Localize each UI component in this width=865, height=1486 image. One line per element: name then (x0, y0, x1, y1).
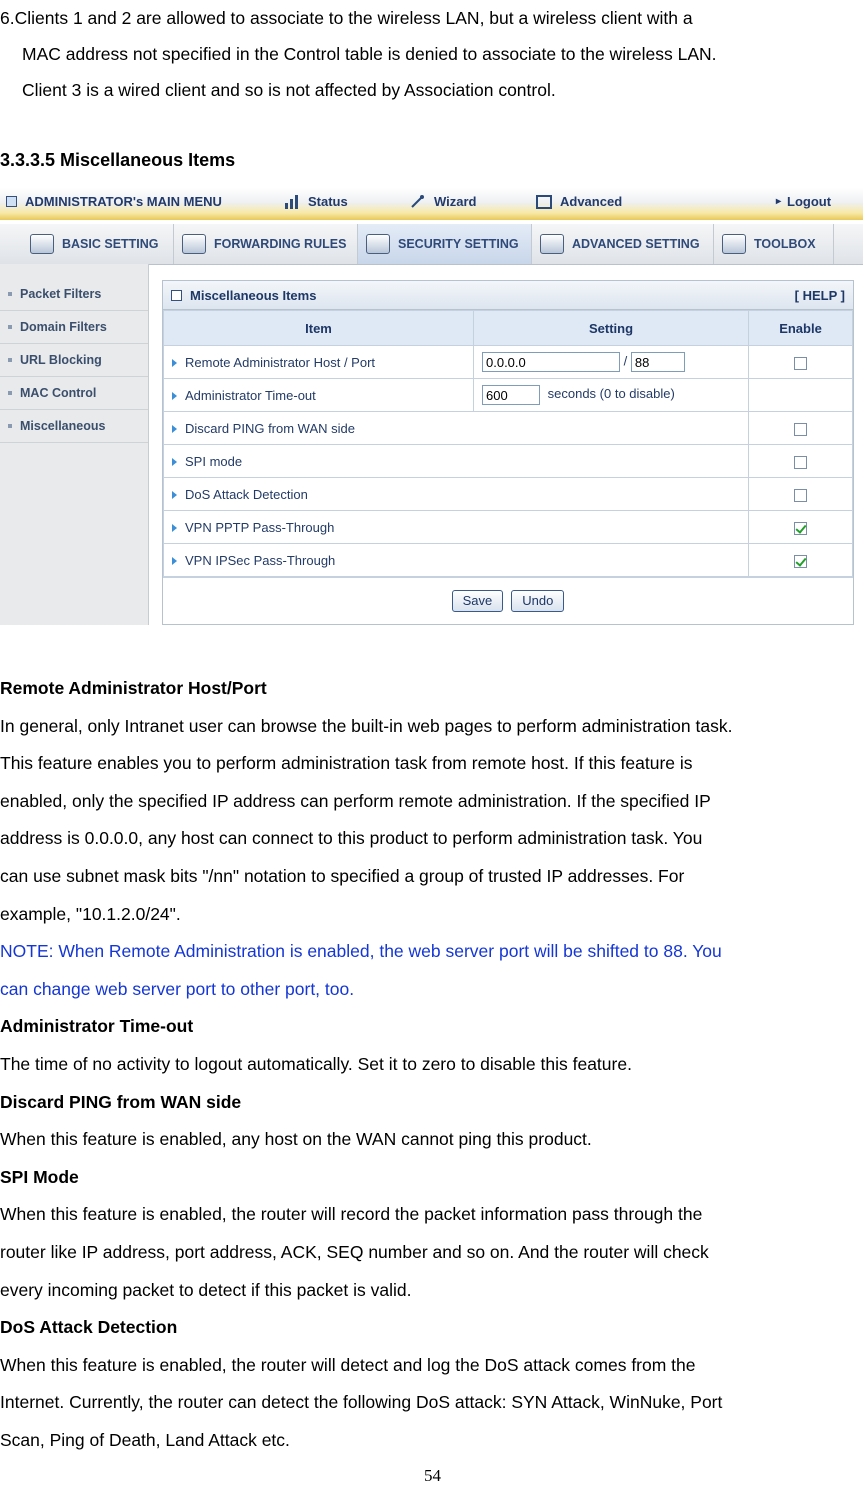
table-row (164, 445, 853, 478)
tab-label: FORWARDING RULES (214, 237, 347, 251)
body-text (0, 670, 860, 1459)
sidebar-item-miscellaneous[interactable] (0, 410, 148, 443)
pptp-passthrough-checkbox[interactable] (794, 522, 807, 535)
row-label: VPN PPTP Pass-Through (185, 519, 335, 535)
wizard-icon (410, 195, 426, 209)
sidebar-item-label: Packet Filters (20, 287, 102, 301)
row-label: VPN IPSec Pass-Through (185, 552, 336, 568)
advanced-label: Advanced (560, 194, 623, 209)
row-label: Administrator Time-out (185, 387, 316, 403)
tab-label: TOOLBOX (754, 237, 816, 251)
tab-security-setting[interactable] (358, 224, 532, 264)
wizard-link[interactable] (410, 194, 477, 209)
table-row (164, 379, 853, 412)
panel-title: Miscellaneous Items (190, 287, 317, 303)
tab-toolbox[interactable] (714, 224, 834, 264)
remote-admin-line-3: enabled, only the specified IP address can perform remote administration. If the specified IP (0, 790, 711, 811)
header-item: Item (164, 311, 474, 346)
arrow-right-icon (172, 392, 177, 400)
status-link[interactable] (284, 194, 348, 209)
arrow-right-icon (172, 524, 177, 532)
timeout-text: The time of no activity to logout automatically. Set it to zero to disable this feature. (0, 1053, 632, 1074)
undo-button[interactable]: Undo (511, 590, 564, 612)
row-label: SPI mode (185, 453, 243, 469)
row-label: Discard PING from WAN side (185, 420, 355, 436)
discard-ping-checkbox[interactable] (794, 423, 807, 436)
remote-admin-line-1: In general, only Intranet user can browse the built-in web pages to perform administration task. (0, 715, 733, 736)
misc-items-table (163, 310, 853, 577)
intro-paragraph (0, 0, 860, 108)
sidebar-item-domain-filters[interactable] (0, 311, 148, 344)
tab-label: SECURITY SETTING (398, 237, 519, 251)
misc-items-panel (162, 280, 854, 625)
dos-line-2: Internet. Currently, the router can detect the following DoS attack: SYN Attack, WinNuke, Port (0, 1392, 723, 1413)
table-row (164, 478, 853, 511)
panel-title-bar (163, 281, 853, 310)
top-menu-bar (0, 188, 863, 220)
bullet-icon (8, 391, 12, 395)
sidebar-item-mac-control[interactable] (0, 377, 148, 410)
advanced-setting-icon (540, 234, 564, 254)
sidebar (0, 264, 149, 625)
intro-line-3: Client 3 is a wired client and so is not affected by Association control. (22, 80, 556, 100)
bullet-icon (8, 325, 12, 329)
wizard-label: Wizard (434, 194, 477, 209)
spi-heading: SPI Mode (0, 1166, 79, 1187)
tab-basic-setting[interactable] (22, 224, 174, 264)
row-label: Remote Administrator Host / Port (185, 354, 376, 370)
section-heading: 3.3.3.5 Miscellaneous Items (0, 150, 236, 170)
remote-admin-checkbox[interactable] (794, 357, 807, 370)
toolbox-icon (722, 234, 746, 254)
bullet-icon (8, 424, 12, 428)
main-menu-label: ADMINISTRATOR's MAIN MENU (25, 194, 222, 209)
header-setting: Setting (474, 311, 749, 346)
table-row (164, 511, 853, 544)
dos-detection-checkbox[interactable] (794, 489, 807, 502)
remote-admin-line-4: address is 0.0.0.0, any host can connect to this product to perform administration task. You (0, 828, 703, 849)
spi-mode-checkbox[interactable] (794, 456, 807, 469)
ping-text: When this feature is enabled, any host on the WAN cannot ping this product. (0, 1129, 592, 1150)
sidebar-item-url-blocking[interactable] (0, 344, 148, 377)
sidebar-item-packet-filters[interactable] (0, 278, 148, 311)
host-port-separator: / (623, 353, 628, 369)
remote-admin-line-5: can use subnet mask bits "/nn" notation to specified a group of trusted IP addresses. For (0, 865, 685, 886)
dos-line-3: Scan, Ping of Death, Land Attack etc. (0, 1429, 290, 1450)
dos-line-1: When this feature is enabled, the router will detect and log the DoS attack comes from the (0, 1354, 696, 1375)
header-enable: Enable (749, 311, 853, 346)
status-bars-icon (284, 195, 300, 209)
remote-host-input[interactable]: 0.0.0.0 (482, 352, 620, 372)
ping-heading: Discard PING from WAN side (0, 1091, 242, 1112)
note-line-1: NOTE: When Remote Administration is enabled, the web server port will be shifted to 88. You (0, 941, 722, 962)
square-icon (171, 290, 182, 301)
intro-line-1: 6.Clients 1 and 2 are allowed to associate to the wireless LAN, but a wireless client with a (0, 8, 693, 28)
basic-setting-icon (30, 234, 54, 254)
tab-label: BASIC SETTING (62, 237, 159, 251)
arrow-right-icon: ▸ (776, 196, 782, 207)
arrow-right-icon (172, 359, 177, 367)
remote-admin-heading: Remote Administrator Host/Port (0, 678, 267, 698)
remote-admin-line-6: example, "10.1.2.0/24". (0, 903, 181, 924)
dos-heading: DoS Attack Detection (0, 1317, 178, 1338)
intro-line-2: MAC address not specified in the Control table is denied to associate to the wireless LAN. (22, 44, 717, 64)
advanced-icon (536, 195, 552, 209)
arrow-right-icon (172, 491, 177, 499)
sidebar-item-label: URL Blocking (20, 353, 102, 367)
remote-port-input[interactable]: 88 (631, 352, 685, 372)
tab-forwarding-rules[interactable] (174, 224, 358, 264)
remote-admin-line-2: This feature enables you to perform administration task from remote host. If this feature is (0, 753, 693, 774)
arrow-right-icon (172, 425, 177, 433)
security-setting-icon (366, 234, 390, 254)
sidebar-item-label: Miscellaneous (20, 419, 106, 433)
main-menu-link[interactable] (6, 194, 222, 209)
sidebar-item-label: MAC Control (20, 386, 97, 400)
ipsec-passthrough-checkbox[interactable] (794, 555, 807, 568)
advanced-link[interactable] (536, 194, 622, 209)
note-line-2: can change web server port to other port, too. (0, 978, 355, 999)
page-number: 54 (424, 1466, 441, 1485)
table-row (164, 346, 853, 379)
status-label: Status (308, 194, 348, 209)
button-row (163, 577, 853, 624)
timeout-heading: Administrator Time-out (0, 1016, 194, 1037)
tab-bar (0, 224, 863, 265)
arrow-right-icon (172, 557, 177, 565)
logout-link[interactable] (776, 194, 831, 209)
logout-label: Logout (787, 194, 832, 209)
save-button[interactable]: Save (452, 590, 504, 612)
router-ui-screenshot (0, 188, 863, 625)
spi-line-3: every incoming packet to detect if this packet is valid. (0, 1279, 412, 1300)
sidebar-item-label: Domain Filters (20, 320, 107, 334)
row-label: DoS Attack Detection (185, 486, 308, 502)
tab-label: ADVANCED SETTING (572, 237, 700, 251)
timeout-suffix: seconds (0 to disable) (547, 386, 675, 402)
table-header-row (164, 311, 853, 346)
bullet-icon (8, 292, 12, 296)
square-icon (6, 196, 17, 207)
table-row (164, 544, 853, 577)
spi-line-1: When this feature is enabled, the router will record the packet information pass through the (0, 1204, 703, 1225)
tab-advanced-setting[interactable] (532, 224, 714, 264)
help-link[interactable]: [ HELP ] (794, 287, 845, 303)
spi-line-2: router like IP address, port address, ACK, SEQ number and so on. And the router will check (0, 1241, 709, 1262)
timeout-input[interactable]: 600 (482, 385, 540, 405)
forwarding-rules-icon (182, 234, 206, 254)
arrow-right-icon (172, 458, 177, 466)
bullet-icon (8, 358, 12, 362)
table-row (164, 412, 853, 445)
